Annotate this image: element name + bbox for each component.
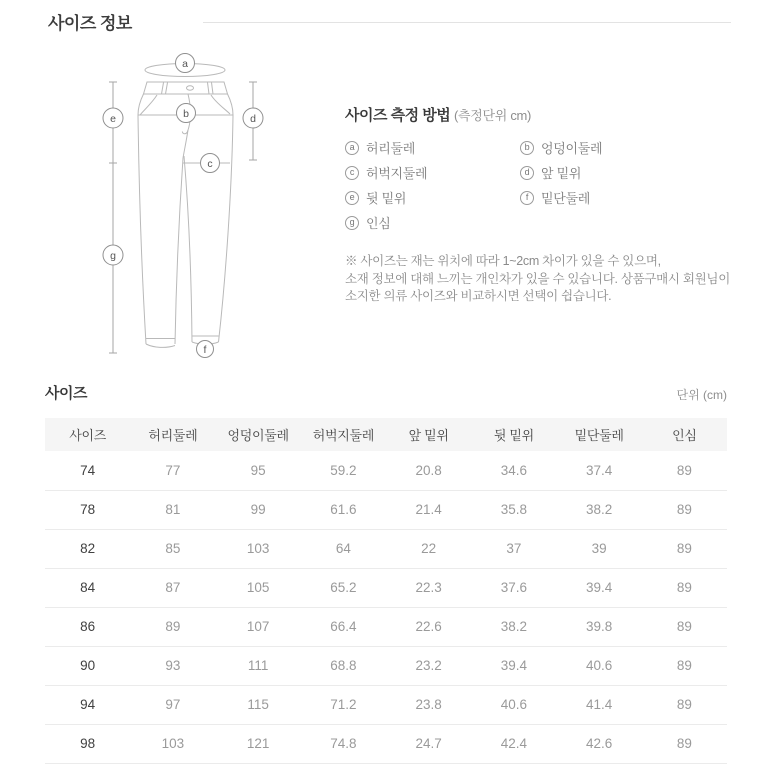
cell: 42.4 — [471, 724, 556, 763]
svg-text:a: a — [182, 57, 188, 70]
cell: 107 — [216, 607, 301, 646]
svg-text:g: g — [110, 249, 116, 262]
cell: 77 — [130, 451, 215, 490]
cell: 35.8 — [471, 490, 556, 529]
marker-b-icon — [177, 104, 196, 123]
cell: 74.8 — [301, 724, 386, 763]
circled-letter-icon: f — [520, 191, 534, 205]
table-row — [45, 685, 727, 724]
cell: 85 — [130, 529, 215, 568]
cell: 22 — [386, 529, 471, 568]
cell: 24.7 — [386, 724, 471, 763]
column-header: 뒷 밑위 — [471, 418, 556, 451]
cell: 20.8 — [386, 451, 471, 490]
legend-label: 인심 — [366, 216, 391, 231]
column-header: 사이즈 — [45, 418, 130, 451]
cell: 97 — [130, 685, 215, 724]
cell-size: 78 — [45, 490, 130, 529]
legend-label: 뒷 밑위 — [366, 191, 407, 206]
cell: 23.8 — [386, 685, 471, 724]
legend-title-text: 사이즈 측정 방법 — [345, 107, 451, 124]
legend-item — [345, 138, 520, 157]
svg-text:b: b — [183, 107, 189, 120]
cell: 99 — [216, 490, 301, 529]
size-table — [45, 418, 727, 764]
cell: 23.2 — [386, 646, 471, 685]
cell: 37.6 — [471, 568, 556, 607]
cell: 115 — [216, 685, 301, 724]
cell: 41.4 — [557, 685, 642, 724]
column-header: 앞 밑위 — [386, 418, 471, 451]
cell: 64 — [301, 529, 386, 568]
cell-size: 90 — [45, 646, 130, 685]
marker-a-icon — [176, 54, 195, 73]
measurement-legend — [345, 104, 747, 306]
cell: 89 — [642, 568, 727, 607]
circled-letter-icon: e — [345, 191, 359, 205]
disclaimer-line: 소지한 의류 사이즈와 비교하시면 선택이 쉽습니다. — [345, 289, 612, 303]
cell: 61.6 — [301, 490, 386, 529]
size-table-header — [45, 381, 727, 403]
legend-label: 엉덩이둘레 — [541, 141, 603, 156]
svg-text:e: e — [110, 112, 116, 125]
column-header: 허벅지둘레 — [301, 418, 386, 451]
cell: 40.6 — [557, 646, 642, 685]
size-disclaimer — [345, 253, 747, 306]
cell: 34.6 — [471, 451, 556, 490]
cell: 89 — [642, 685, 727, 724]
cell: 59.2 — [301, 451, 386, 490]
cell: 81 — [130, 490, 215, 529]
table-row — [45, 568, 727, 607]
svg-text:f: f — [203, 343, 207, 356]
cell: 103 — [216, 529, 301, 568]
cell: 66.4 — [301, 607, 386, 646]
header-row — [45, 418, 727, 451]
legend-label: 밑단둘레 — [541, 191, 591, 206]
cell: 121 — [216, 724, 301, 763]
cell: 89 — [642, 724, 727, 763]
cell-size: 86 — [45, 607, 130, 646]
marker-g-icon — [103, 245, 123, 265]
legend-item — [520, 138, 747, 157]
cell: 68.8 — [301, 646, 386, 685]
circled-letter-icon: b — [520, 141, 534, 155]
cell: 103 — [130, 724, 215, 763]
table-row — [45, 451, 727, 490]
cell: 71.2 — [301, 685, 386, 724]
cell: 21.4 — [386, 490, 471, 529]
size-table-title: 사이즈 — [45, 385, 87, 402]
cell: 89 — [642, 529, 727, 568]
legend-item — [520, 163, 747, 182]
cell: 111 — [216, 646, 301, 685]
size-table-body — [45, 451, 727, 763]
cell: 89 — [130, 607, 215, 646]
column-header: 인심 — [642, 418, 727, 451]
cell: 40.6 — [471, 685, 556, 724]
measure-lines — [109, 82, 257, 353]
disclaimer-line: ※ 사이즈는 재는 위치에 따라 1~2cm 차이가 있을 수 있으며, — [345, 254, 661, 268]
table-row — [45, 646, 727, 685]
cell: 22.3 — [386, 568, 471, 607]
circled-letter-icon: d — [520, 166, 534, 180]
page-title: 사이즈 정보 — [48, 14, 132, 33]
cell: 105 — [216, 568, 301, 607]
cell-size: 74 — [45, 451, 130, 490]
size-table-unit: 단위 (cm) — [676, 388, 727, 402]
cell: 38.2 — [557, 490, 642, 529]
legend-item — [345, 188, 520, 207]
legend-label: 허벅지둘레 — [366, 166, 428, 181]
legend-label: 앞 밑위 — [541, 166, 582, 181]
cell: 38.2 — [471, 607, 556, 646]
table-row — [45, 529, 727, 568]
cell: 39.4 — [471, 646, 556, 685]
cell: 42.6 — [557, 724, 642, 763]
table-row — [45, 607, 727, 646]
svg-text:c: c — [207, 157, 213, 170]
cell: 37.4 — [557, 451, 642, 490]
marker-c-icon — [201, 154, 220, 173]
circled-letter-icon: g — [345, 216, 359, 230]
diagram-markers — [103, 54, 263, 358]
table-row — [45, 490, 727, 529]
cell: 95 — [216, 451, 301, 490]
cell: 93 — [130, 646, 215, 685]
title-divider — [203, 22, 731, 23]
cell: 89 — [642, 646, 727, 685]
marker-f-icon — [197, 341, 214, 358]
cell: 37 — [471, 529, 556, 568]
legend-label: 허리둘레 — [366, 141, 416, 156]
legend-title — [345, 104, 747, 125]
legend-items — [345, 138, 747, 232]
cell: 89 — [642, 490, 727, 529]
marker-e-icon — [103, 108, 123, 128]
marker-d-icon — [243, 108, 263, 128]
cell: 65.2 — [301, 568, 386, 607]
svg-text:d: d — [250, 112, 256, 125]
cell: 39.8 — [557, 607, 642, 646]
legend-item — [520, 188, 747, 207]
circled-letter-icon: c — [345, 166, 359, 180]
cell: 89 — [642, 607, 727, 646]
cell-size: 84 — [45, 568, 130, 607]
legend-item — [345, 213, 520, 232]
cell: 39 — [557, 529, 642, 568]
column-header: 엉덩이둘레 — [216, 418, 301, 451]
disclaimer-line: 소재 정보에 대해 느끼는 개인차가 있을 수 있습니다. 상품구매시 회원님이 — [345, 271, 730, 286]
size-table-head — [45, 418, 727, 451]
legend-item — [345, 163, 520, 182]
cell-size: 94 — [45, 685, 130, 724]
cell: 22.6 — [386, 607, 471, 646]
cell-size: 82 — [45, 529, 130, 568]
cell-size: 98 — [45, 724, 130, 763]
cell: 39.4 — [557, 568, 642, 607]
table-row — [45, 724, 727, 763]
size-table-section — [45, 381, 727, 764]
cell: 89 — [642, 451, 727, 490]
pants-measurement-diagram — [60, 48, 300, 368]
cell: 87 — [130, 568, 215, 607]
circled-letter-icon: a — [345, 141, 359, 155]
column-header: 밑단둘레 — [557, 418, 642, 451]
legend-unit-note: (측정단위 cm) — [453, 108, 532, 123]
column-header: 허리둘레 — [130, 418, 215, 451]
